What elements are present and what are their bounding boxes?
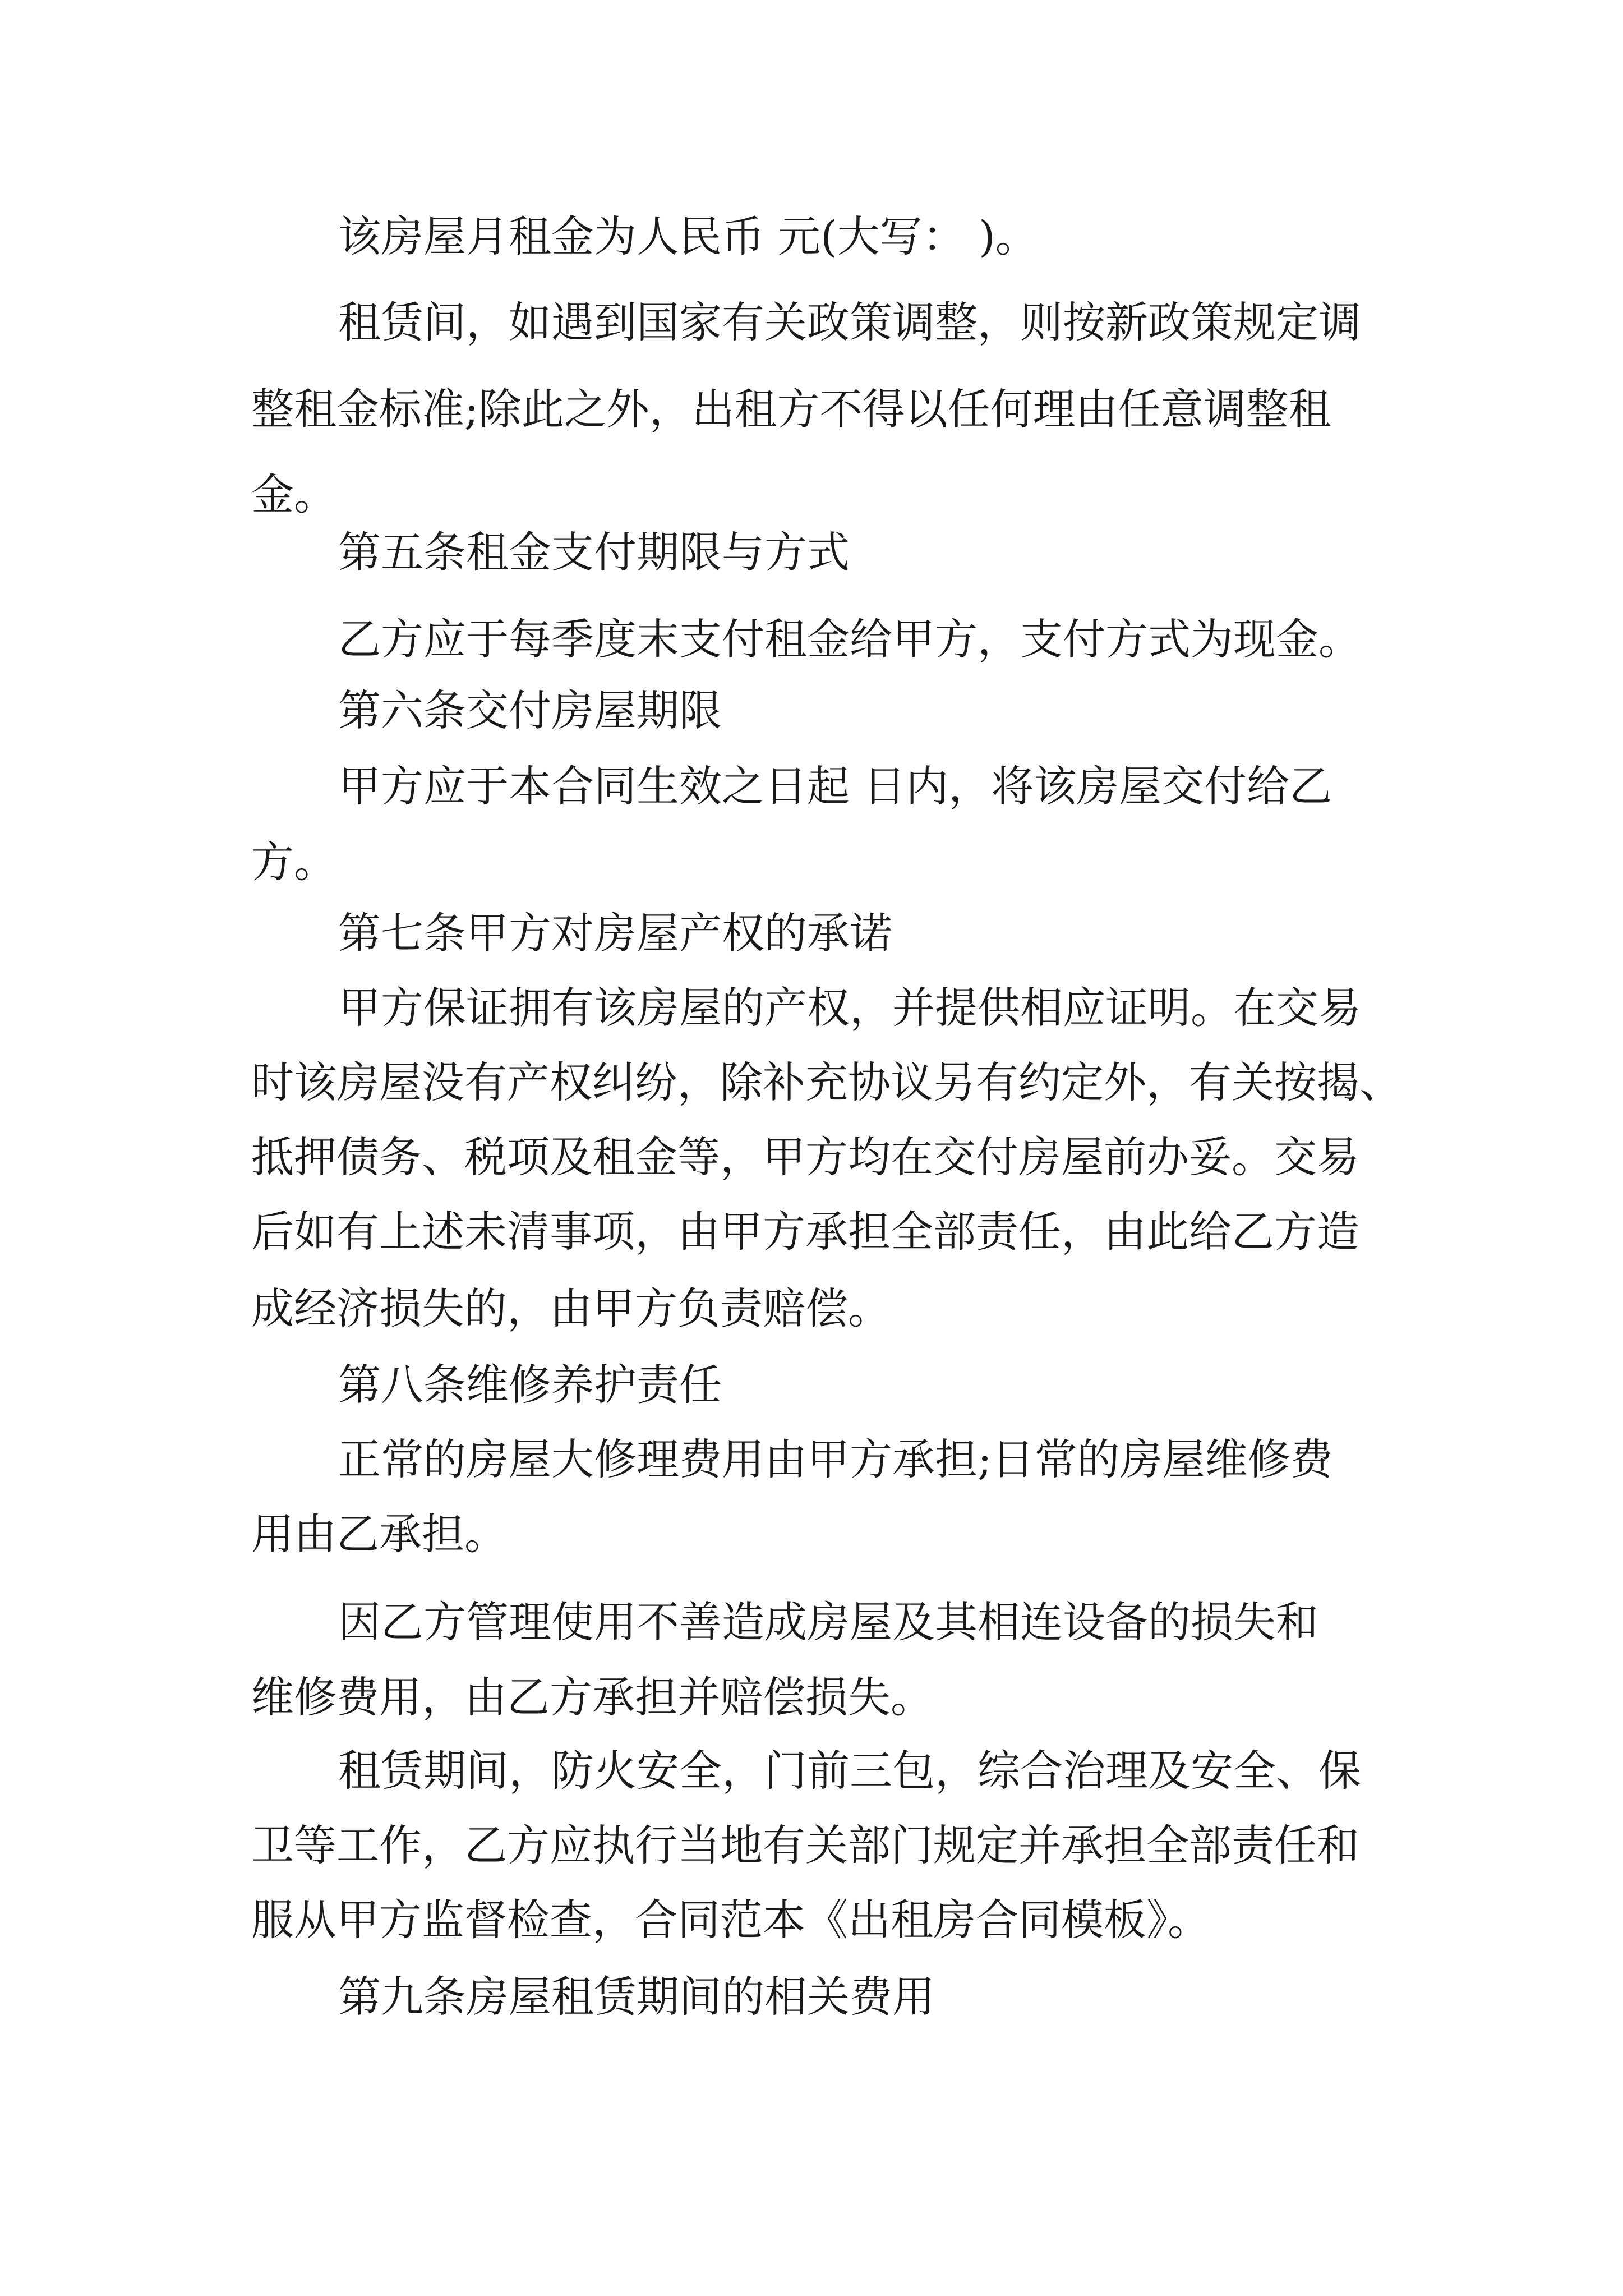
section-heading: 第六条交付房屋期限	[338, 685, 722, 735]
text-line: 整租金标准;除此之外，出租方不得以任何理由任意调整租	[251, 384, 1331, 434]
section-heading: 第九条房屋租赁期间的相关费用	[338, 1972, 935, 2022]
text-line: 乙方应于每季度末支付租金给甲方，支付方式为现金。	[338, 614, 1361, 664]
text-line: 时该房屋没有产权纠纷，除补充协议另有约定外，有关按揭、	[251, 1057, 1402, 1107]
text-line: 金。	[251, 470, 336, 519]
text-line: 用由乙承担。	[251, 1509, 507, 1559]
section-heading: 第五条租金支付期限与方式	[338, 527, 850, 577]
text-line: 方。	[251, 837, 336, 887]
section-heading: 第七条甲方对房屋产权的承诺	[338, 908, 892, 958]
text-line: 成经济损失的，由甲方负责赔偿。	[251, 1283, 891, 1333]
text-line: 后如有上述未清事项，由甲方承担全部责任，由此给乙方造	[251, 1207, 1359, 1257]
text-line: 甲方保证拥有该房屋的产权，并提供相应证明。在交易	[338, 983, 1361, 1033]
text-line: 正常的房屋大修理费用由甲方承担;日常的房屋维修费	[338, 1434, 1333, 1484]
text-line: 维修费用，由乙方承担并赔偿损失。	[251, 1672, 933, 1722]
text-line: 租赁间，如遇到国家有关政策调整，则按新政策规定调	[338, 297, 1361, 347]
text-line: 租赁期间，防火安全，门前三包，综合治理及安全、保	[338, 1746, 1361, 1796]
text-line: 服从甲方监督检查，合同范本《出租房合同模板》。	[251, 1895, 1210, 1945]
section-heading: 第八条维修养护责任	[338, 1360, 722, 1410]
text-line: 卫等工作，乙方应执行当地有关部门规定并承担全部责任和	[251, 1820, 1359, 1870]
text-line: 抵押债务、税项及租金等，甲方均在交付房屋前办妥。交易	[251, 1132, 1359, 1182]
text-line: 甲方应于本合同生效之日起 日内，将该房屋交付给乙	[338, 761, 1332, 811]
text-line: 因乙方管理使用不善造成房屋及其相连设备的损失和	[338, 1597, 1318, 1647]
text-line: 该房屋月租金为人民币 元(大写： )。	[338, 211, 1038, 261]
